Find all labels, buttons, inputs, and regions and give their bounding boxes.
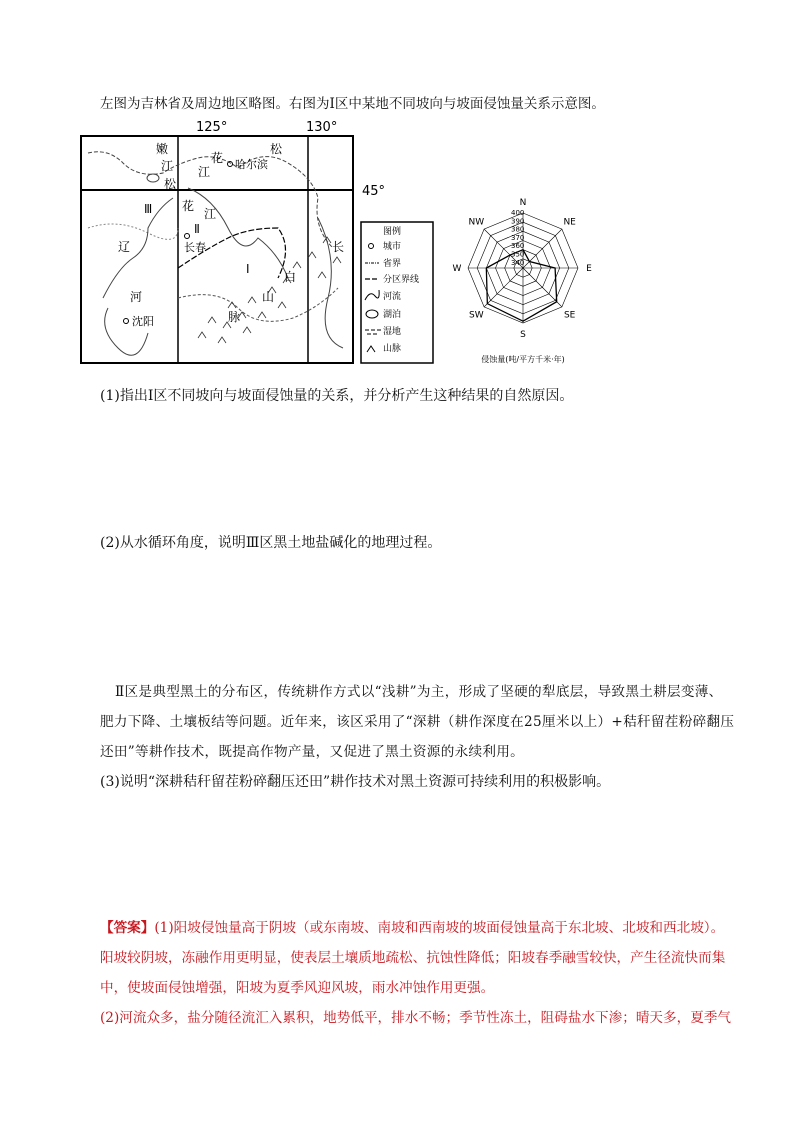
question-3: (3)说明“深耕秸秆留茬粉碎翻压还田”耕作技术对黑土资源可持续利用的积极影响。 [100,774,611,790]
lon-label-125: 125° [196,120,228,135]
label-region-2: Ⅱ [194,222,200,236]
label-liao: 辽 [118,240,131,254]
answer-text-1: (1)阳坡侵蚀量高于阴坡（或东南坡、南坡和西南坡的坡面侵蚀量高于东北坡、北坡和西北坡）。 [154,920,725,936]
legend-title: 图例 [383,227,402,237]
radar-dir-label-n: N [519,198,527,208]
passage-line-1: Ⅱ区是典型黑土的分布区，传统耕作方式以“浅耕”为主，形成了坚硬的犁底层，导致黑土耕层变薄、 [115,684,723,700]
answer-line-4: (2)河流众多，盐分随径流汇入累积，地势低平，排水不畅；季节性冻土，阻碍盐水下渗；晴天多，夏季气 [100,1010,731,1026]
radar-dir-label-w: W [452,264,462,274]
label-jiang: 江 [161,159,174,173]
passage-line-2: 肥力下降、土壤板结等问题。近年来，该区采用了“深耕（耕作深度在25厘米以上）+秸秆留茬粉碎翻压 [100,714,735,730]
legend-region-border: 分区界线 [383,275,420,285]
legend-city: 城市 [383,242,402,252]
city-marker-shenyang [124,319,129,324]
radar-dir-label-sw: SW [469,310,484,321]
label-he: 河 [130,290,143,304]
label-chang: 长 [332,240,345,254]
answer-line-1 [100,918,724,938]
radar-tick-label: 370 [511,233,525,242]
map-legend [361,222,433,363]
label-region-3: Ⅲ [144,202,153,216]
lon-label-130: 130° [306,120,338,135]
label-harbin: 哈尔滨 [235,158,268,171]
radar-tick-label: 350 [511,250,525,259]
label-bai: 白 [284,270,297,284]
legend-wetland: 湿地 [383,327,402,337]
jilin-sketch-map [78,118,440,368]
legend-mountain: 山脉 [383,344,402,354]
radar-dir-label-s: S [520,330,526,340]
legend-province-border: 省界 [383,259,402,269]
passage-line-3: 还田”等耕作技术，既提高作物产量，又促进了黑土资源的永续利用。 [100,744,525,760]
label-mai: 脉 [228,310,241,324]
label-shenyang: 沈阳 [132,315,154,328]
radar-dir-label-se: SE [563,310,576,321]
radar-tick-label: 390 [511,217,525,226]
radar-tick-label: 380 [511,225,525,234]
label-song: 松 [164,177,177,191]
radar-tick-label: 360 [511,242,525,251]
radar-tick-label: 340 [511,258,525,267]
intro-text: 左图为吉林省及周边地区略图。右图为Ⅰ区中某地不同坡向与坡面侵蚀量关系示意图。 [100,96,605,112]
answer-line-3: 中，使坡面侵蚀增强，阳坡为夏季风迎风坡，雨水冲蚀作用更强。 [100,980,495,996]
label-changchun: 长春 [184,241,206,254]
answer-line-2: 阳坡较阴坡，冻融作用更明显，使表层土壤质地疏松、抗蚀性降低；阳坡春季融雪较快，产生径流快而集 [100,950,726,966]
radar-axis-ne [523,229,562,268]
question-2: (2)从水循环角度，说明Ⅲ区黑土地盐碱化的地理过程。 [100,535,442,551]
radar-tick-label: 400 [511,209,525,217]
question-1: (1)指出Ⅰ区不同坡向与坡面侵蚀量的关系，并分析产生这种结果的自然原因。 [100,388,574,404]
radar-dir-label-ne: NE [563,217,576,228]
radar-dir-label-e: E [586,264,592,274]
label-jiang2: 江 [198,165,211,179]
label-nen: 嫩 [156,142,169,156]
answer-label: 【答案】 [100,920,155,936]
radar-dir-label-nw: NW [468,217,485,228]
lat-label-45: 45° [362,184,386,199]
label-hua: 花 [211,151,224,165]
city-marker-changchun [185,234,190,239]
legend-lake: 湖泊 [383,310,402,320]
erosion-radar-chart [448,190,598,370]
label-song2: 松 [270,142,283,156]
label-jiang3: 江 [204,207,217,221]
radar-caption: 侵蚀量(吨/平方千米·年) [481,355,565,364]
label-region-1: Ⅰ [246,262,250,276]
label-hua2: 花 [182,199,195,213]
label-shan: 山 [262,290,275,304]
radar-axis-sw [484,268,523,307]
legend-river: 河流 [383,292,402,302]
